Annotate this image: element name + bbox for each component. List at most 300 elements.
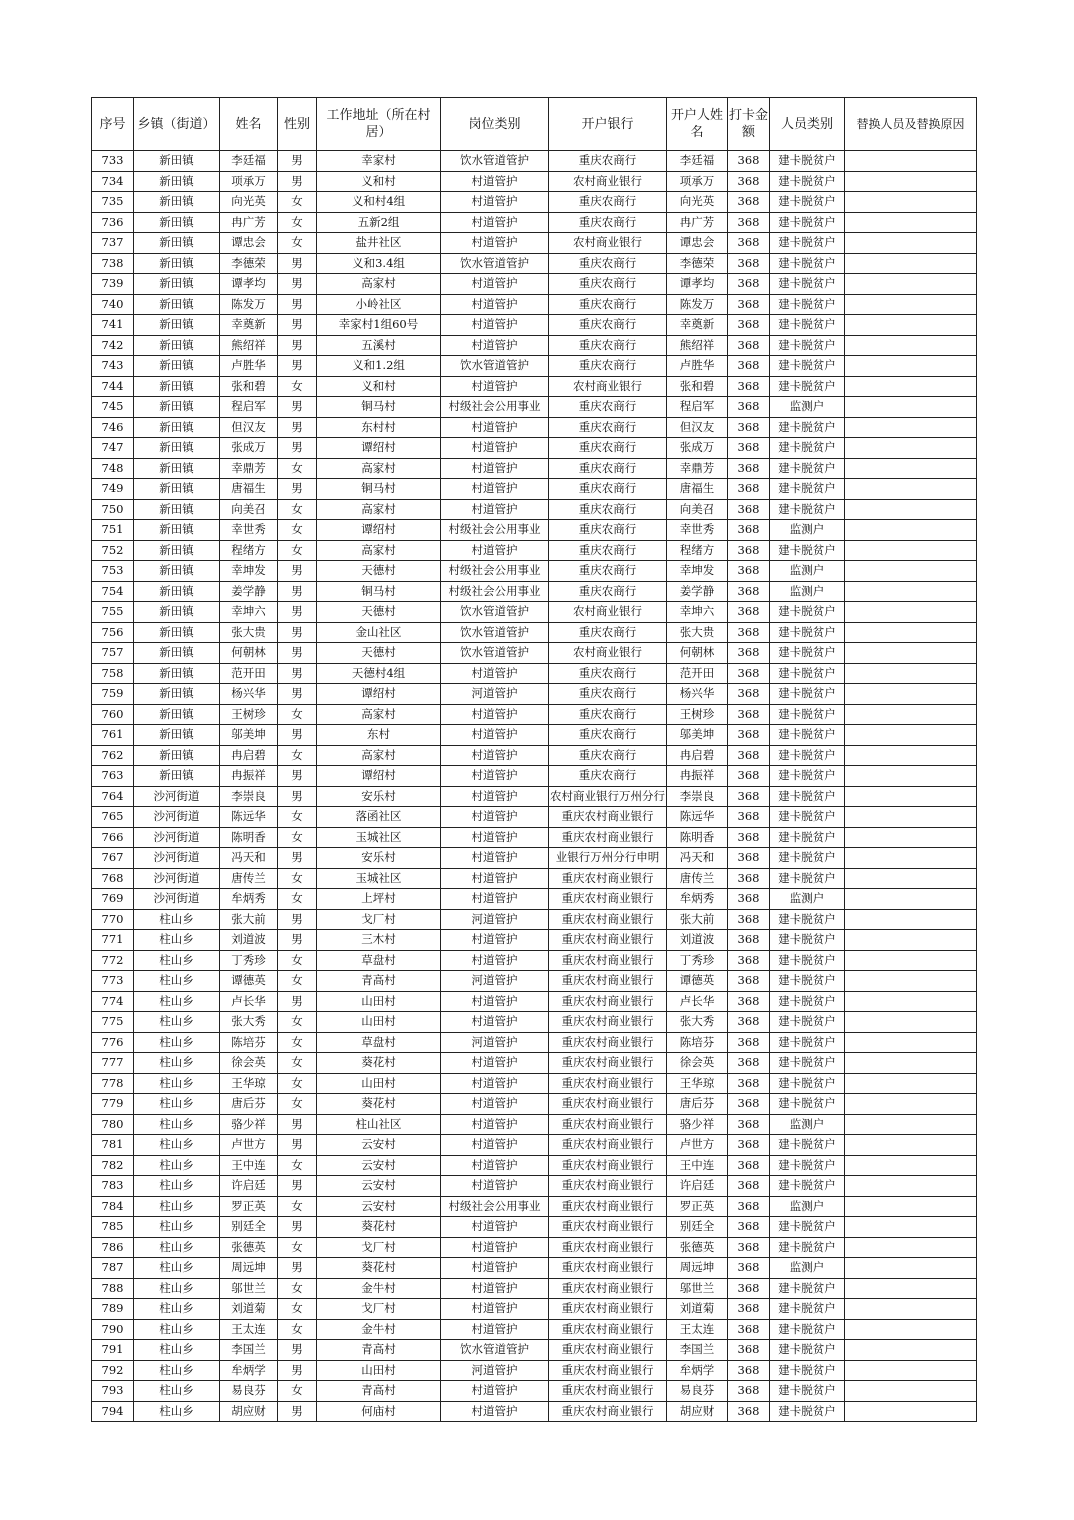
cell-post-type: 村级社会公用事业 — [441, 397, 549, 418]
cell-account-holder: 程绪方 — [667, 540, 728, 561]
cell-work-address: 山田村 — [317, 1012, 441, 1033]
cell-account-holder: 李德荣 — [667, 253, 728, 274]
cell-name: 唐传兰 — [220, 868, 278, 889]
header-col-post-type: 岗位类别 — [441, 98, 549, 151]
cell-work-address: 金牛村 — [317, 1278, 441, 1299]
cell-work-address: 高家村 — [317, 274, 441, 295]
cell-index: 766 — [92, 827, 134, 848]
cell-township: 柱山乡 — [134, 1094, 220, 1115]
cell-name: 姜学静 — [220, 581, 278, 602]
cell-account-holder: 骆少祥 — [667, 1114, 728, 1135]
cell-gender: 女 — [278, 192, 317, 213]
table-row — [92, 1299, 977, 1320]
cell-amount: 368 — [728, 704, 770, 725]
cell-township: 新田镇 — [134, 520, 220, 541]
cell-amount: 368 — [728, 1032, 770, 1053]
cell-bank: 重庆农村商业银行 — [549, 1340, 667, 1361]
cell-work-address: 东村 — [317, 725, 441, 746]
table-row — [92, 1360, 977, 1381]
cell-bank: 重庆农村商业银行 — [549, 950, 667, 971]
cell-account-holder: 张大贵 — [667, 622, 728, 643]
cell-work-address: 云安村 — [317, 1155, 441, 1176]
cell-person-type: 建卡脱贫户 — [770, 1360, 845, 1381]
cell-index: 751 — [92, 520, 134, 541]
cell-index: 770 — [92, 909, 134, 930]
table-row — [92, 376, 977, 397]
cell-bank: 重庆农商行 — [549, 438, 667, 459]
cell-township: 新田镇 — [134, 315, 220, 336]
cell-post-type: 村道管护 — [441, 1278, 549, 1299]
cell-amount: 368 — [728, 376, 770, 397]
cell-index: 779 — [92, 1094, 134, 1115]
cell-person-type: 建卡脱贫户 — [770, 909, 845, 930]
cell-bank: 重庆农村商业银行 — [549, 991, 667, 1012]
cell-person-type: 建卡脱贫户 — [770, 1237, 845, 1258]
cell-township: 新田镇 — [134, 458, 220, 479]
cell-name: 胡应财 — [220, 1401, 278, 1422]
cell-gender: 男 — [278, 766, 317, 787]
cell-work-address: 戈厂村 — [317, 909, 441, 930]
header-col-work-address: 工作地址（所在村居） — [317, 98, 441, 151]
table-row — [92, 868, 977, 889]
cell-replacement — [845, 1401, 977, 1422]
cell-account-holder: 范开田 — [667, 663, 728, 684]
cell-index: 790 — [92, 1319, 134, 1340]
cell-bank: 重庆农村商业银行 — [549, 1237, 667, 1258]
cell-replacement — [845, 950, 977, 971]
cell-index: 743 — [92, 356, 134, 377]
cell-bank: 重庆农村商业银行 — [549, 1217, 667, 1238]
cell-gender: 男 — [278, 1135, 317, 1156]
cell-township: 柱山乡 — [134, 971, 220, 992]
cell-replacement — [845, 1094, 977, 1115]
cell-bank: 业银行万州分行申明 — [549, 848, 667, 869]
cell-amount: 368 — [728, 274, 770, 295]
cell-amount: 368 — [728, 417, 770, 438]
header-col-account-holder: 开户人姓名 — [667, 98, 728, 151]
cell-post-type: 村道管护 — [441, 315, 549, 336]
cell-post-type: 村道管护 — [441, 1155, 549, 1176]
cell-gender: 女 — [278, 1381, 317, 1402]
cell-index: 744 — [92, 376, 134, 397]
cell-gender: 男 — [278, 1176, 317, 1197]
cell-account-holder: 杨兴华 — [667, 684, 728, 705]
cell-work-address: 天德村 — [317, 643, 441, 664]
cell-replacement — [845, 212, 977, 233]
cell-index: 740 — [92, 294, 134, 315]
cell-township: 柱山乡 — [134, 950, 220, 971]
cell-replacement — [845, 704, 977, 725]
cell-bank: 重庆农商行 — [549, 622, 667, 643]
cell-amount: 368 — [728, 520, 770, 541]
cell-gender: 男 — [278, 663, 317, 684]
cell-post-type: 村道管护 — [441, 1176, 549, 1197]
cell-replacement — [845, 1381, 977, 1402]
cell-amount: 368 — [728, 909, 770, 930]
cell-work-address: 玉城社区 — [317, 868, 441, 889]
cell-person-type: 建卡脱贫户 — [770, 458, 845, 479]
cell-account-holder: 牟炳秀 — [667, 889, 728, 910]
cell-township: 柱山乡 — [134, 1196, 220, 1217]
cell-replacement — [845, 848, 977, 869]
cell-replacement — [845, 171, 977, 192]
cell-account-holder: 别廷全 — [667, 1217, 728, 1238]
cell-post-type: 村道管护 — [441, 212, 549, 233]
cell-gender: 女 — [278, 1299, 317, 1320]
cell-bank: 重庆农商行 — [549, 540, 667, 561]
cell-gender: 女 — [278, 1196, 317, 1217]
table-row — [92, 991, 977, 1012]
cell-work-address: 落函社区 — [317, 807, 441, 828]
cell-township: 新田镇 — [134, 479, 220, 500]
cell-gender: 男 — [278, 1360, 317, 1381]
cell-township: 新田镇 — [134, 704, 220, 725]
cell-post-type: 村道管护 — [441, 725, 549, 746]
cell-replacement — [845, 253, 977, 274]
cell-bank: 重庆农商行 — [549, 561, 667, 582]
cell-township: 柱山乡 — [134, 1217, 220, 1238]
cell-work-address: 义和1.2组 — [317, 356, 441, 377]
cell-township: 新田镇 — [134, 725, 220, 746]
cell-person-type: 建卡脱贫户 — [770, 930, 845, 951]
cell-index: 765 — [92, 807, 134, 828]
cell-index: 780 — [92, 1114, 134, 1135]
cell-person-type: 建卡脱贫户 — [770, 151, 845, 172]
cell-index: 759 — [92, 684, 134, 705]
cell-index: 775 — [92, 1012, 134, 1033]
cell-person-type: 建卡脱贫户 — [770, 376, 845, 397]
cell-replacement — [845, 561, 977, 582]
table-row — [92, 1278, 977, 1299]
cell-gender: 男 — [278, 643, 317, 664]
cell-name: 易良芬 — [220, 1381, 278, 1402]
cell-post-type: 河道管护 — [441, 971, 549, 992]
cell-post-type: 河道管护 — [441, 909, 549, 930]
cell-index: 772 — [92, 950, 134, 971]
cell-name: 丁秀珍 — [220, 950, 278, 971]
cell-post-type: 村道管护 — [441, 274, 549, 295]
table-row — [92, 192, 977, 213]
cell-index: 757 — [92, 643, 134, 664]
table-row — [92, 1135, 977, 1156]
cell-work-address: 高家村 — [317, 499, 441, 520]
cell-gender: 女 — [278, 376, 317, 397]
table-row — [92, 1319, 977, 1340]
cell-replacement — [845, 622, 977, 643]
cell-post-type: 饮水管道管护 — [441, 356, 549, 377]
cell-township: 新田镇 — [134, 253, 220, 274]
cell-name: 谭忠会 — [220, 233, 278, 254]
cell-account-holder: 周远坤 — [667, 1258, 728, 1279]
cell-township: 新田镇 — [134, 438, 220, 459]
cell-post-type: 村道管护 — [441, 1114, 549, 1135]
cell-account-holder: 何朝林 — [667, 643, 728, 664]
table-row — [92, 1340, 977, 1361]
cell-account-holder: 胡应财 — [667, 1401, 728, 1422]
cell-person-type: 建卡脱贫户 — [770, 315, 845, 336]
cell-work-address: 葵花村 — [317, 1258, 441, 1279]
cell-township: 沙河街道 — [134, 827, 220, 848]
cell-account-holder: 姜学静 — [667, 581, 728, 602]
cell-work-address: 何庙村 — [317, 1401, 441, 1422]
cell-replacement — [845, 991, 977, 1012]
cell-person-type: 建卡脱贫户 — [770, 1299, 845, 1320]
cell-person-type: 建卡脱贫户 — [770, 643, 845, 664]
cell-post-type: 村道管护 — [441, 540, 549, 561]
cell-name: 王中连 — [220, 1155, 278, 1176]
cell-person-type: 建卡脱贫户 — [770, 848, 845, 869]
cell-post-type: 饮水管道管护 — [441, 1340, 549, 1361]
cell-amount: 368 — [728, 1217, 770, 1238]
table-row — [92, 294, 977, 315]
cell-index: 789 — [92, 1299, 134, 1320]
cell-work-address: 葵花村 — [317, 1217, 441, 1238]
cell-index: 753 — [92, 561, 134, 582]
cell-township: 沙河街道 — [134, 807, 220, 828]
cell-person-type: 建卡脱贫户 — [770, 1381, 845, 1402]
cell-township: 新田镇 — [134, 294, 220, 315]
cell-amount: 368 — [728, 1237, 770, 1258]
cell-amount: 368 — [728, 1258, 770, 1279]
cell-name: 陈远华 — [220, 807, 278, 828]
table-row — [92, 745, 977, 766]
cell-name: 冉启碧 — [220, 745, 278, 766]
cell-township: 新田镇 — [134, 499, 220, 520]
cell-account-holder: 幸世秀 — [667, 520, 728, 541]
table-body — [92, 151, 977, 1422]
cell-account-holder: 邬世兰 — [667, 1278, 728, 1299]
cell-name: 谭孝均 — [220, 274, 278, 295]
cell-account-holder: 罗正英 — [667, 1196, 728, 1217]
cell-replacement — [845, 438, 977, 459]
cell-gender: 男 — [278, 1217, 317, 1238]
header-col-township: 乡镇（街道） — [134, 98, 220, 151]
cell-index: 755 — [92, 602, 134, 623]
cell-gender: 男 — [278, 315, 317, 336]
cell-post-type: 村道管护 — [441, 233, 549, 254]
cell-replacement — [845, 827, 977, 848]
cell-gender: 女 — [278, 1094, 317, 1115]
table-row — [92, 766, 977, 787]
cell-township: 柱山乡 — [134, 930, 220, 951]
cell-amount: 368 — [728, 581, 770, 602]
cell-work-address: 天德村4组 — [317, 663, 441, 684]
cell-name: 李德荣 — [220, 253, 278, 274]
cell-replacement — [845, 1155, 977, 1176]
cell-person-type: 建卡脱贫户 — [770, 212, 845, 233]
cell-index: 787 — [92, 1258, 134, 1279]
cell-name: 冉振祥 — [220, 766, 278, 787]
cell-amount: 368 — [728, 1340, 770, 1361]
cell-post-type: 村道管护 — [441, 745, 549, 766]
cell-person-type: 建卡脱贫户 — [770, 274, 845, 295]
cell-amount: 368 — [728, 868, 770, 889]
cell-work-address: 天德村 — [317, 561, 441, 582]
cell-bank: 重庆农村商业银行 — [549, 1360, 667, 1381]
cell-work-address: 高家村 — [317, 745, 441, 766]
cell-township: 柱山乡 — [134, 1155, 220, 1176]
table-row — [92, 479, 977, 500]
cell-amount: 368 — [728, 1278, 770, 1299]
cell-person-type: 建卡脱贫户 — [770, 294, 845, 315]
cell-bank: 重庆农村商业银行 — [549, 1401, 667, 1422]
cell-name: 张和碧 — [220, 376, 278, 397]
cell-person-type: 建卡脱贫户 — [770, 438, 845, 459]
cell-post-type: 村道管护 — [441, 192, 549, 213]
cell-township: 柱山乡 — [134, 1401, 220, 1422]
table-row — [92, 889, 977, 910]
header-col-amount: 打卡金额 — [728, 98, 770, 151]
cell-person-type: 建卡脱贫户 — [770, 253, 845, 274]
cell-replacement — [845, 581, 977, 602]
cell-index: 760 — [92, 704, 134, 725]
cell-name: 张成万 — [220, 438, 278, 459]
cell-amount: 368 — [728, 540, 770, 561]
cell-index: 773 — [92, 971, 134, 992]
cell-index: 781 — [92, 1135, 134, 1156]
cell-replacement — [845, 294, 977, 315]
cell-index: 778 — [92, 1073, 134, 1094]
cell-person-type: 建卡脱贫户 — [770, 807, 845, 828]
cell-township: 柱山乡 — [134, 1073, 220, 1094]
cell-work-address: 高家村 — [317, 540, 441, 561]
cell-replacement — [845, 1012, 977, 1033]
cell-work-address: 草盘村 — [317, 950, 441, 971]
cell-post-type: 村道管护 — [441, 663, 549, 684]
cell-bank: 重庆农村商业银行 — [549, 1012, 667, 1033]
cell-township: 新田镇 — [134, 171, 220, 192]
cell-post-type: 村道管护 — [441, 294, 549, 315]
table-row — [92, 684, 977, 705]
cell-index: 735 — [92, 192, 134, 213]
table-row — [92, 1094, 977, 1115]
cell-name: 别廷全 — [220, 1217, 278, 1238]
cell-replacement — [845, 499, 977, 520]
cell-amount: 368 — [728, 725, 770, 746]
cell-name: 王华琼 — [220, 1073, 278, 1094]
cell-name: 王太连 — [220, 1319, 278, 1340]
table-row — [92, 1176, 977, 1197]
cell-name: 张大秀 — [220, 1012, 278, 1033]
cell-work-address: 幸家村 — [317, 151, 441, 172]
table-row — [92, 807, 977, 828]
cell-work-address: 青高村 — [317, 1340, 441, 1361]
table-row — [92, 499, 977, 520]
cell-gender: 女 — [278, 499, 317, 520]
cell-amount: 368 — [728, 1155, 770, 1176]
cell-bank: 重庆农村商业银行 — [549, 1114, 667, 1135]
cell-gender: 女 — [278, 868, 317, 889]
cell-amount: 368 — [728, 1073, 770, 1094]
cell-work-address: 义和3.4组 — [317, 253, 441, 274]
cell-post-type: 村道管护 — [441, 171, 549, 192]
cell-amount: 368 — [728, 950, 770, 971]
cell-post-type: 村道管护 — [441, 1381, 549, 1402]
cell-account-holder: 徐会英 — [667, 1053, 728, 1074]
cell-amount: 368 — [728, 930, 770, 951]
cell-replacement — [845, 192, 977, 213]
cell-amount: 368 — [728, 1319, 770, 1340]
cell-township: 柱山乡 — [134, 1340, 220, 1361]
cell-township: 新田镇 — [134, 356, 220, 377]
cell-account-holder: 唐后芬 — [667, 1094, 728, 1115]
cell-post-type: 村道管护 — [441, 458, 549, 479]
cell-township: 新田镇 — [134, 335, 220, 356]
cell-bank: 重庆农商行 — [549, 663, 667, 684]
cell-bank: 重庆农村商业银行 — [549, 889, 667, 910]
cell-name: 张德英 — [220, 1237, 278, 1258]
cell-person-type: 建卡脱贫户 — [770, 602, 845, 623]
cell-township: 柱山乡 — [134, 1114, 220, 1135]
cell-name: 范开田 — [220, 663, 278, 684]
cell-gender: 男 — [278, 1340, 317, 1361]
cell-bank: 重庆农村商业银行 — [549, 1196, 667, 1217]
table-row — [92, 458, 977, 479]
cell-replacement — [845, 725, 977, 746]
cell-gender: 男 — [278, 171, 317, 192]
cell-account-holder: 李崇良 — [667, 786, 728, 807]
cell-gender: 男 — [278, 725, 317, 746]
cell-post-type: 村级社会公用事业 — [441, 520, 549, 541]
cell-post-type: 村道管护 — [441, 499, 549, 520]
cell-gender: 男 — [278, 417, 317, 438]
cell-bank: 重庆农商行 — [549, 458, 667, 479]
cell-account-holder: 易良芬 — [667, 1381, 728, 1402]
cell-index: 736 — [92, 212, 134, 233]
cell-person-type: 建卡脱贫户 — [770, 1053, 845, 1074]
cell-bank: 重庆农商行 — [549, 335, 667, 356]
cell-amount: 368 — [728, 643, 770, 664]
cell-township: 沙河街道 — [134, 889, 220, 910]
cell-gender: 男 — [278, 253, 317, 274]
cell-township: 柱山乡 — [134, 1360, 220, 1381]
table-row — [92, 540, 977, 561]
cell-bank: 农村商业银行 — [549, 643, 667, 664]
cell-amount: 368 — [728, 848, 770, 869]
cell-person-type: 监测户 — [770, 889, 845, 910]
cell-index: 750 — [92, 499, 134, 520]
cell-township: 柱山乡 — [134, 1032, 220, 1053]
cell-index: 768 — [92, 868, 134, 889]
cell-person-type: 建卡脱贫户 — [770, 192, 845, 213]
cell-gender: 女 — [278, 1053, 317, 1074]
cell-bank: 重庆农商行 — [549, 192, 667, 213]
cell-work-address: 山田村 — [317, 1360, 441, 1381]
cell-work-address: 谭绍村 — [317, 766, 441, 787]
table-row — [92, 397, 977, 418]
cell-amount: 368 — [728, 991, 770, 1012]
cell-gender: 男 — [278, 930, 317, 951]
cell-township: 柱山乡 — [134, 1135, 220, 1156]
cell-gender: 女 — [278, 1319, 317, 1340]
cell-gender: 女 — [278, 520, 317, 541]
cell-bank: 重庆农商行 — [549, 684, 667, 705]
cell-gender: 男 — [278, 356, 317, 377]
cell-index: 767 — [92, 848, 134, 869]
cell-bank: 重庆农村商业银行 — [549, 1176, 667, 1197]
cell-post-type: 村道管护 — [441, 1135, 549, 1156]
cell-replacement — [845, 807, 977, 828]
cell-gender: 男 — [278, 786, 317, 807]
cell-replacement — [845, 766, 977, 787]
cell-person-type: 建卡脱贫户 — [770, 335, 845, 356]
cell-replacement — [845, 889, 977, 910]
cell-name: 幸坤六 — [220, 602, 278, 623]
cell-township: 新田镇 — [134, 192, 220, 213]
cell-post-type: 村道管护 — [441, 807, 549, 828]
cell-gender: 男 — [278, 848, 317, 869]
cell-township: 柱山乡 — [134, 1258, 220, 1279]
